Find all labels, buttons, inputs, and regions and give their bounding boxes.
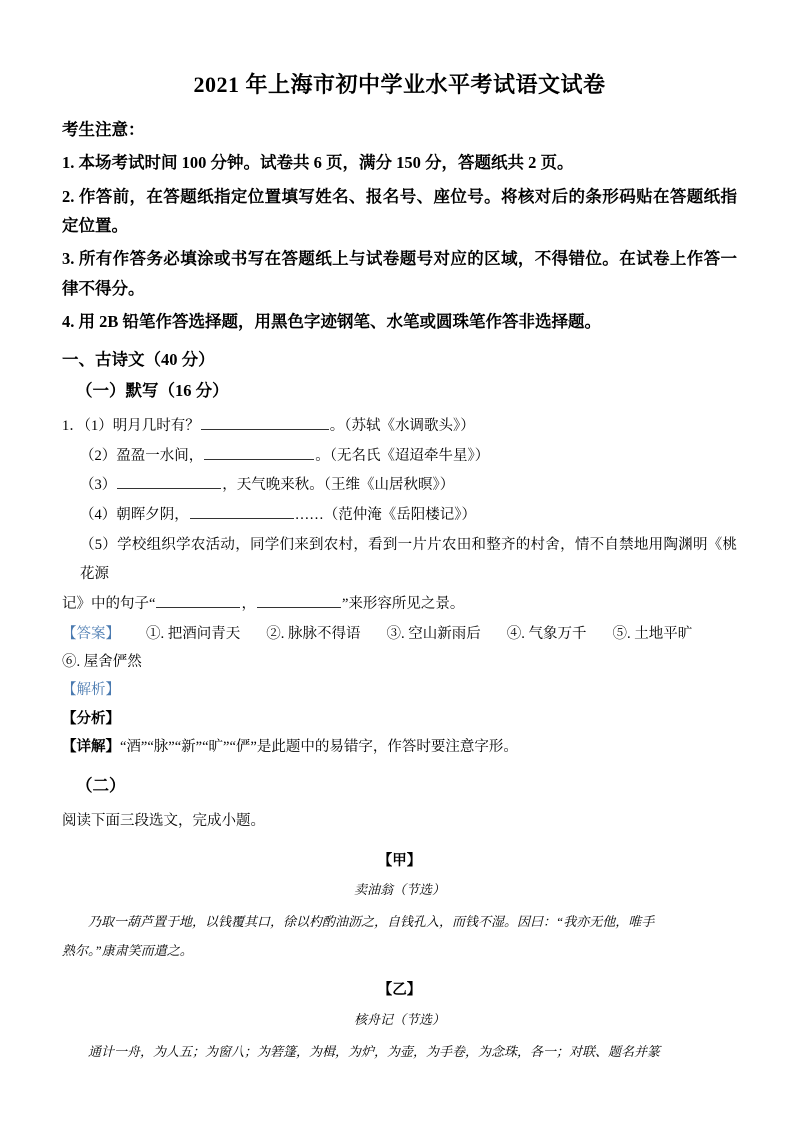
question-1-item-5-line-2 — [62, 590, 737, 620]
question-1-item-1 — [62, 412, 737, 442]
item-label-2: （2） — [80, 447, 117, 464]
answer-row-2 — [62, 648, 737, 676]
passage-title-jia: 卖油翁（节选） — [353, 882, 445, 898]
item-text-after-1: 。（苏轼《水调歌头》） — [329, 417, 475, 434]
item-label-4: （4） — [80, 507, 117, 524]
notice-item-3: 3. 所有作答务必填涂或书写在答题纸上与试卷题号对应的区域，不得错位。在试卷上作答一律不得分。 — [62, 249, 737, 298]
notice-item-4: 4. 用 2B 铅笔作答选择题，用黑色字迹钢笔、水笔或圆珠笔作答非选择题。 — [62, 312, 602, 332]
item-text-before-1: 明月几时有？ — [112, 417, 200, 434]
question-1-item-3 — [62, 471, 737, 501]
section-heading-sub-one: （一）默写（16 分） — [76, 381, 229, 401]
item-5-text-c: ”来形容所见之景。 — [341, 596, 465, 613]
answer-item-1: ①. 把酒问青天 — [146, 625, 241, 642]
question-1-item-4 — [62, 501, 737, 531]
answer-item-2: ②. 脉脉不得语 — [266, 625, 361, 642]
notice-item-2: 2. 作答前，在答题纸指定位置填写姓名、报名号、座位号。将核对后的条形码贴在答题纸指定位置。 — [62, 186, 737, 236]
answer-item-6: ⑥. 屋舍俨然 — [62, 654, 142, 671]
item-text-after-4: ……（范仲淹《岳阳楼记》） — [294, 507, 476, 524]
answer-row-1 — [62, 620, 737, 648]
passage-jia-line-1: 乃取一葫芦置于地，以钱覆其口，徐以杓酌油沥之，自钱孔入，而钱不湿。因曰：“我亦无他，唯手 — [88, 913, 655, 929]
item-5-text-b: ， — [241, 596, 256, 613]
answer-blank-5[interactable] — [156, 593, 240, 608]
answer-item-3: ③. 空山新雨后 — [386, 625, 481, 642]
answer-blank-1[interactable] — [201, 415, 329, 430]
answer-blank-3[interactable] — [117, 475, 221, 490]
answer-tag: 【答案】 — [62, 625, 120, 642]
answer-blank-4[interactable] — [190, 504, 294, 519]
item-text-after-2: 。（无名氏《迢迢牵牛星》） — [315, 447, 490, 464]
answer-blank-2[interactable] — [204, 445, 314, 460]
section-heading-part-one: 一、古诗文（40 分） — [62, 349, 215, 369]
answer-item-5: ⑤. 土地平旷 — [612, 625, 693, 642]
answer-item-4: ④. 气象万千 — [506, 625, 587, 642]
reading-instruction: 阅读下面三段选文，完成小题。 — [62, 812, 265, 829]
fenxi-tag-row — [62, 705, 737, 733]
passage-jia-line-2: 熟尔。”康肃笑而遣之。 — [62, 943, 193, 959]
item-label-1: （1） — [83, 417, 113, 434]
section-heading-sub-two: （二） — [76, 776, 126, 796]
item-text-before-4: 朝晖夕阴， — [116, 507, 189, 524]
passage-title-yi: 核舟记（节选） — [353, 1011, 445, 1027]
answer-blank-6[interactable] — [257, 593, 341, 608]
page-title: 2021 年上海市初中学业水平考试语文试卷 — [193, 72, 606, 97]
question-1-item-5-line-1 — [62, 531, 737, 590]
question-number: 1． — [62, 417, 84, 434]
passage-label-yi: 【乙】 — [377, 982, 422, 999]
passage-label-jia: 【甲】 — [377, 852, 422, 869]
notice-item-1: 1. 本场考试时间 100 分钟。试卷共 6 页，满分 150 分，答题纸共 2 页。 — [62, 153, 574, 173]
item-5-text-line-1: 学校组织学农活动，同学们来到农村，看到一片片农田和整齐的村舍，情不自禁地用陶渊明《桃花源 — [80, 536, 738, 583]
item-5-text-a: 记》中的句子“ — [62, 596, 156, 613]
item-label-5: （5） — [80, 536, 118, 553]
xiangjie-text: “酒”“脉”“新”“旷”“俨”是此题中的易错字，作答时要注意字形。 — [120, 738, 518, 755]
question-1-item-2 — [62, 442, 737, 472]
item-text-before-2: 盈盈一水间， — [116, 447, 204, 464]
item-text-after-3: ，天气晚来秋。（王维《山居秋暝》） — [222, 477, 455, 494]
analysis-tag: 【解析】 — [62, 682, 120, 699]
xiangjie-row — [62, 733, 737, 761]
xiangjie-tag: 【详解】 — [62, 738, 120, 755]
item-label-3: （3） — [80, 477, 117, 494]
notice-heading: 考生注意： — [62, 119, 145, 139]
analysis-tag-row — [62, 676, 737, 704]
passage-yi-line-1: 通计一舟，为人五；为窗八；为箬篷，为楫，为炉，为壶，为手卷，为念珠，各一；对联、题名并篆 — [88, 1043, 661, 1059]
fenxi-tag: 【分析】 — [62, 710, 120, 727]
